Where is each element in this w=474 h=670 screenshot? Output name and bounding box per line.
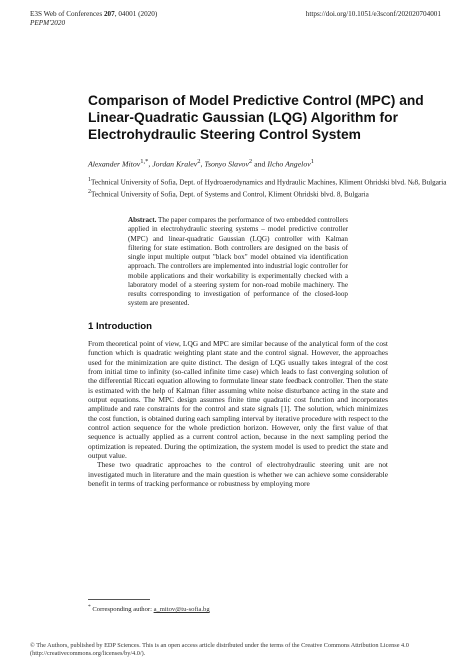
affiliation-text: Technical University of Sofia, Dept. of Hydroaerodynamics and Hydraulic Machines, Kliment Ohridski blvd. №8, Bulgaria: [91, 178, 447, 187]
conference-name: PEPM'2020: [30, 19, 66, 27]
author-name: Ilcho Angelov: [267, 159, 311, 169]
journal-header: [30, 10, 230, 28]
author-separator: ,: [200, 159, 205, 169]
footnote: [88, 603, 210, 614]
footnote-divider: [88, 599, 150, 600]
author-separator: ,: [148, 159, 153, 169]
paragraph: From theoretical point of view, LQG and MPC are similar because of the analytical form of the cost function which is quadratic weighting plant state and the control signal. However, the approaches used for the minimization are quite distinct. The design of LQG usually takes integral of the cost from initial time to infinity (so-called infinite time case) which leads to fast converging solution of the differential Riccati equation allowing to formulate linear state feedback controller. Then the state is estimated with the help of Kalman filter assuming white noise disturbance acting in the state and output equations. The MPC design assumes finite time quadratic cost function and incorporates amplitude and rate constraints for the control and state signals [1]. The solution, which minimizes the cost function, is obtained during each sampling interval by iterative procedure with respect to the control action sequence for the whole prediction horizon. However, only the first value of that sequence is actually applied as a current control action, because in the next sampling period the optimization is repeated. During the optimization, the system model is used to predict the state and output value.: [88, 339, 388, 461]
author-affiliation-mark: 1,*: [140, 158, 149, 165]
license-url[interactable]: (http://creativecommons.org/licenses/by/4.0/).: [30, 650, 146, 657]
journal-volume: 207: [103, 10, 115, 18]
affiliation-mark: 2: [88, 188, 91, 195]
author-name: Tsonyo Slavov: [204, 159, 249, 169]
author-list: [88, 157, 438, 170]
journal-name: E3S Web of Conferences: [30, 10, 104, 18]
affiliation-item: [88, 176, 448, 188]
license-notice: [30, 642, 450, 658]
author-affiliation-mark: 2: [197, 158, 201, 165]
paragraph: These two quadratic approaches to the control of electrohydraulic steering unit are not investigated much in literature and the main question is whether we can achieve some considerable benefit in terms of tracking performance or robustness by employing more: [88, 460, 388, 489]
author-affiliation-mark: 1: [310, 158, 314, 165]
author-name: Jordan Kralev: [152, 159, 198, 169]
section-heading: 1 Introduction: [88, 321, 152, 332]
abstract-label: Abstract.: [128, 216, 157, 224]
affiliations: [88, 176, 448, 199]
doi-link[interactable]: https://doi.org/10.1051/e3sconf/202020704001: [305, 10, 441, 18]
author-name: Alexander Mitov: [88, 159, 141, 169]
paper-title: Comparison of Model Predictive Control (MPC) and Linear-Quadratic Gaussian (LQG) Algorithm for Electrohydraulic Steering Control System: [88, 93, 424, 142]
affiliation-mark: 1: [88, 177, 91, 183]
license-text: © The Authors, published by EDP Sciences. This is an open access article distributed under the terms of the Creative Commons Attribution License 4.0: [30, 642, 409, 649]
abstract: [128, 216, 348, 309]
footnote-mark: *: [88, 604, 91, 610]
affiliation-text: Technical University of Sofia, Dept. of Systems and Control, Kliment Ohridski blvd. 8, Bulgaria: [91, 190, 369, 199]
author-separator: and: [252, 159, 268, 169]
author-email-link[interactable]: a_mitov@tu-sofia.bg: [153, 606, 210, 614]
body-text: [88, 339, 388, 489]
abstract-text: The paper compares the performance of two embedded controllers applied in electrohydraulic steering systems – model predictive controller (MPC) and linear-quadratic Gaussian (LQG) controller with Kalman filtering for state estimation. Both controllers are designed on the basis of single input multiple output "black box" model obtained via identification approach. The controllers are implemented into industrial logic controller for mobile applications and their workability is experimentally checked with a laboratory model of a steering system for non-road mobile machinery. The results corresponding to investigation of performance of the closed-loop system are presented.: [128, 216, 348, 308]
affiliation-item: [88, 188, 448, 200]
footnote-label: Corresponding author:: [90, 606, 154, 614]
article-number: , 04001 (2020): [114, 10, 158, 18]
author-affiliation-mark: 2: [248, 158, 253, 165]
